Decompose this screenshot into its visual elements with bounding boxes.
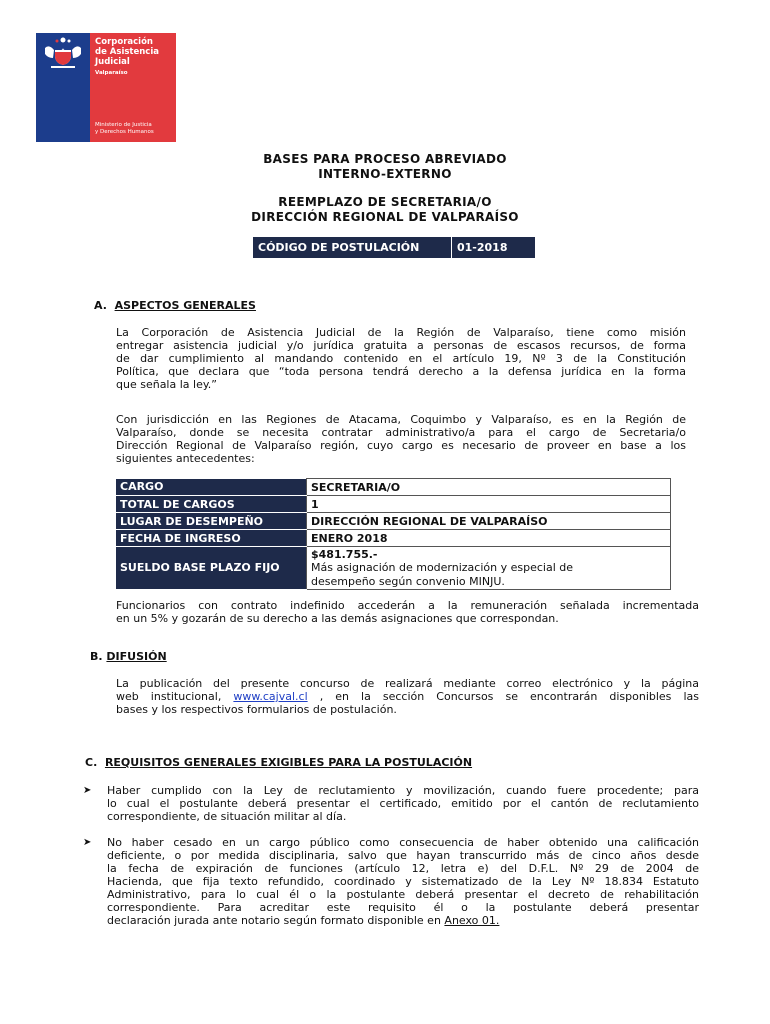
table-value: ENERO 2018 <box>307 530 671 547</box>
application-code-value: 01-2018 <box>457 241 508 254</box>
salary-note-1: Más asignación de modernización y especial de <box>311 560 574 574</box>
logo-region: Valparaíso <box>95 70 128 76</box>
table-row <box>116 513 671 530</box>
section-a-paragraph-1: La Corporación de Asistencia Judicial de la Región de Valparaíso, tiene como misión entregar asistencia judicial y/o jurídica gratuita a personas de escasos recursos, de forma de dar cumplimiento al mandando contenido en el artículo 19, Nº 3 de la Constitución Política, que declara que “toda persona tendrá derecho a la defensa jurídica en la forma que señala la ley.” <box>116 326 686 391</box>
table-value: 1 <box>307 496 671 513</box>
chile-seal-icon <box>41 36 85 70</box>
section-b-paragraph: La publicación del presente concurso de realizará mediante correo electrónico y la página web institucional, www.cajval.cl , en la sección Concursos se encontrarán disponibles las bases y los respectivos formularios de postulación. <box>116 677 700 716</box>
section-b-heading: B. DIFUSIÓN <box>90 650 167 663</box>
salary-note-2: desempeño según convenio MINJU. <box>311 574 505 588</box>
salary-value-cell <box>307 547 671 590</box>
table-key: LUGAR DE DESEMPEÑO <box>116 513 307 530</box>
logo-organization-name: Corporación de Asistencia Judicial <box>95 37 159 67</box>
organization-logo <box>36 33 176 142</box>
table-key: TOTAL DE CARGOS <box>116 496 307 513</box>
bullet-2-last-line: declaración jurada ante notario según formato disponible en Anexo 01. <box>107 914 500 927</box>
logo-red-panel <box>90 33 176 142</box>
section-b-line-2: web institucional, www.cajval.cl , en la sección Concursos se encontrarán disponibles las <box>116 690 700 703</box>
section-a-paragraph-3: Funcionarios con contrato indefinido accederán a la remuneración señalada incrementada en un 5% y gozarán de su derecho a las demás asignaciones que correspondan. <box>116 599 699 625</box>
requirement-bullet-2: ➤ No haber cesado en un cargo público como consecuencia de haber obtenido una calificación deficiente, o por medida disciplinaria, salvo que hayan transcurrido más de cinco años desde la fecha de expiración de funciones (artículo 12, letra e) del D.F.L. Nº 29 de 2004 de Hacienda, que fija texto refundido, coordinado y sistematizado de la Ley Nº 18.834 Estatuto Administrativo, para lo cual él o la postulante deberá presentar el decreto de rehabilitación correspondiente. Para acreditar este requisito él o la postulante deberá presentar declaración jurada ante notario según formato disponible en Anexo 01. <box>83 836 699 927</box>
annex-01-link[interactable]: Anexo 01. <box>444 914 500 927</box>
table-row <box>116 530 671 547</box>
salary-key: SUELDO BASE PLAZO FIJO <box>116 547 307 590</box>
table-value: SECRETARIA/O <box>307 479 671 496</box>
requirement-bullet-1: ➤ Haber cumplido con la Ley de reclutamiento y movilización, cuando fuere procedente; para lo cual el postulante deberá presentar el certificado, emitido por el cantón de reclutamiento correspondiente, de situación militar al día. <box>83 784 699 823</box>
table-key: CARGO <box>116 479 307 496</box>
title-line-1: BASES PARA PROCESO ABREVIADO <box>263 152 507 166</box>
table-key: FECHA DE INGRESO <box>116 530 307 547</box>
title-line-2: INTERNO-EXTERNO <box>318 167 452 181</box>
logo-ministry: Ministerio de Justicia y Derechos Humanos <box>95 122 154 135</box>
arrow-bullet-icon: ➤ <box>83 785 92 796</box>
application-code-box <box>253 237 535 258</box>
website-link[interactable]: www.cajval.cl <box>233 690 308 703</box>
logo-blue-panel <box>36 33 90 142</box>
title-line-4: DIRECCIÓN REGIONAL DE VALPARAÍSO <box>251 210 519 224</box>
application-code-label: CÓDIGO DE POSTULACIÓN <box>253 237 452 258</box>
section-a-heading: A. ASPECTOS GENERALES <box>94 299 256 312</box>
table-row <box>116 479 671 496</box>
position-info-table <box>116 478 671 590</box>
table-value: DIRECCIÓN REGIONAL DE VALPARAÍSO <box>307 513 671 530</box>
arrow-bullet-icon: ➤ <box>83 837 92 848</box>
section-a-paragraph-2: Con jurisdicción en las Regiones de Atacama, Coquimbo y Valparaíso, es en la Región de Valparaíso, donde se necesita contratar administrativo/a para el cargo de Secretaria/o Dirección Regional de Valparaíso región, cuyo cargo es necesario de proveer en base a los siguientes antecedentes: <box>116 413 686 465</box>
salary-amount: $481.755.- <box>311 547 378 561</box>
title-line-3: REEMPLAZO DE SECRETARIA/O <box>278 195 492 209</box>
section-c-heading: C. REQUISITOS GENERALES EXIGIBLES PARA LA POSTULACIÓN <box>85 756 473 769</box>
table-row-salary <box>116 547 671 590</box>
table-row <box>116 496 671 513</box>
